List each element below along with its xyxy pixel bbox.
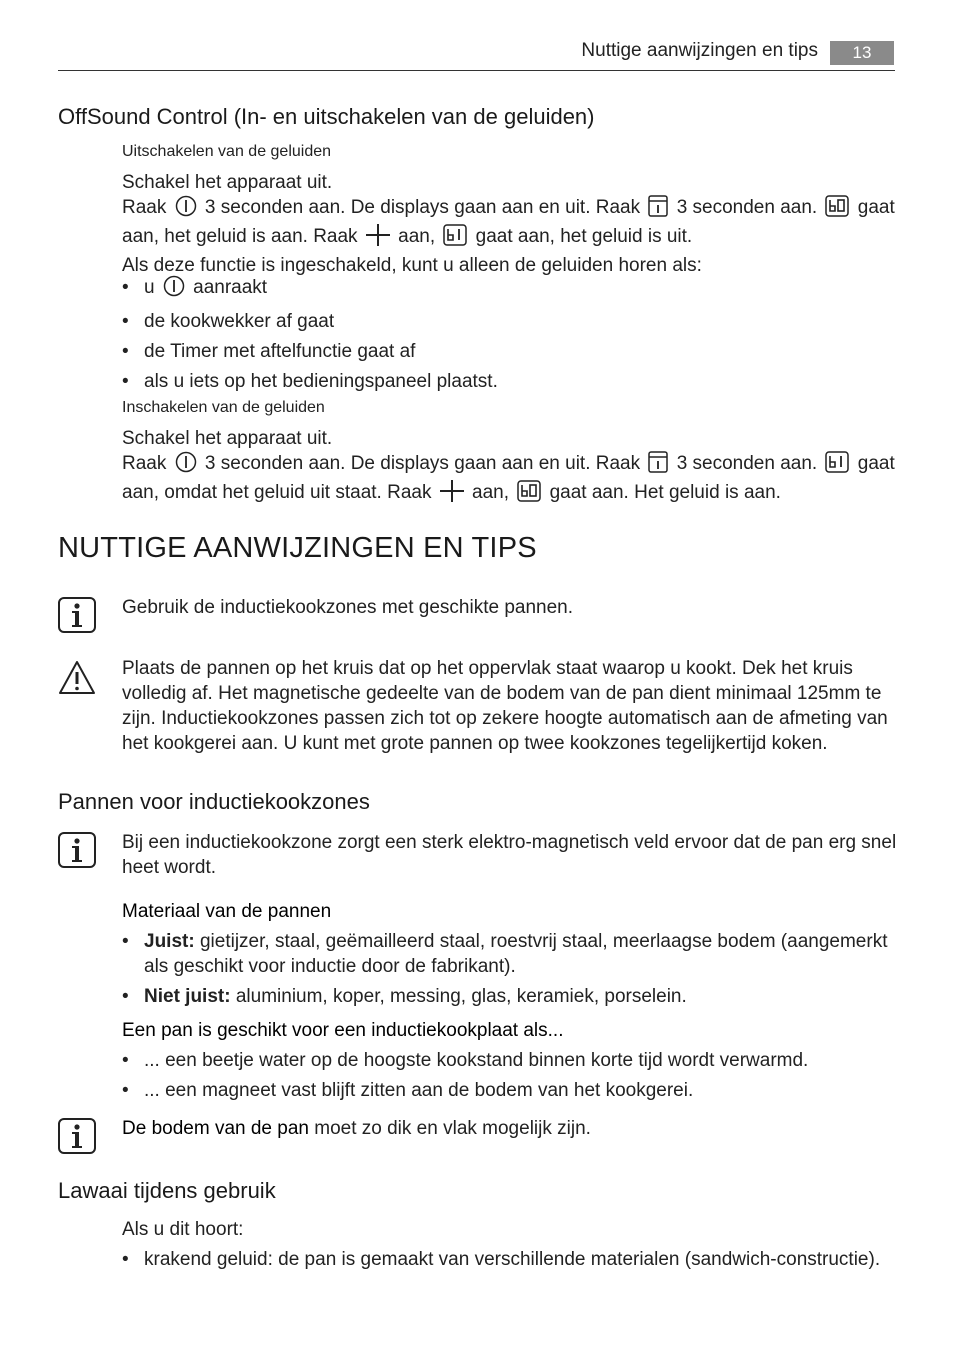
list-item: • de kookwekker af gaat xyxy=(122,309,902,334)
text-line: Als deze functie is ingeschakeld, kunt u alleen de geluiden horen als: xyxy=(122,255,702,276)
text-span: aan, xyxy=(472,482,510,503)
offsound-on-paragraph xyxy=(122,426,902,509)
noise-list xyxy=(122,1247,894,1272)
power-icon xyxy=(163,275,185,304)
text-span: Raak xyxy=(122,453,167,474)
offsound-heading: OffSound Control (In- en uitschakelen van de geluiden) xyxy=(58,104,595,129)
info-note-induction: Bij een inductiekookzone zorgt een sterk elektro-magnetisch veld ervoor dat de pan erg snel heet wordt. xyxy=(122,832,897,878)
running-header: Nuttige aanwijzingen en tips xyxy=(581,40,818,61)
text-span: aan, het geluid is aan. Raak xyxy=(122,226,358,247)
text-line: Schakel het apparaat uit. xyxy=(122,172,333,193)
display-b0-icon xyxy=(517,480,541,509)
text-span: aanraakt xyxy=(193,277,268,298)
text-span: gaat aan. Het geluid is aan. xyxy=(549,482,781,503)
wrong-text: aluminium, koper, messing, glas, keramiek, porselein. xyxy=(235,986,687,1007)
offsound-off-subheading: Uitschakelen van de geluiden xyxy=(122,143,332,160)
noise-intro: Als u dit hoort: xyxy=(122,1219,244,1240)
sound-conditions-list xyxy=(122,275,902,394)
text-span: 3 seconden aan. De displays gaan aan en uit. Raak xyxy=(204,453,641,474)
wrong-label: Niet juist: xyxy=(144,986,231,1007)
text-line: Schakel het apparaat uit. xyxy=(122,428,333,449)
bottom-text: moet zo dik en vlak mogelijk zijn. xyxy=(314,1118,591,1139)
info-note-pans: Gebruik de inductiekookzones met geschikte pannen. xyxy=(122,597,573,618)
page-number: 13 xyxy=(830,41,894,65)
noise-heading: Lawaai tijdens gebruik xyxy=(58,1178,276,1203)
list-item: • ... een beetje water op de hoogste kookstand binnen korte tijd wordt verwarmd. xyxy=(122,1048,894,1073)
list-item: • als u iets op het bedieningspaneel plaatst. xyxy=(122,369,902,394)
list-item: • ... een magneet vast blijft zitten aan de bodem van het kookgerei. xyxy=(122,1078,894,1103)
text-span: 3 seconden aan. xyxy=(676,453,818,474)
list-item: • de Timer met aftelfunctie gaat af xyxy=(122,339,902,364)
text-span: Raak xyxy=(122,197,167,218)
correct-label: Juist: xyxy=(144,931,195,952)
info-icon xyxy=(58,597,96,633)
material-label: Materiaal van de pannen xyxy=(122,901,332,922)
text-span: aan, omdat het geluid uit staat. Raak xyxy=(122,482,432,503)
plus-icon xyxy=(366,224,390,253)
display-b0-icon xyxy=(825,195,849,224)
text-span: u xyxy=(144,277,155,298)
list-item: • krakend geluid: de pan is gemaakt van verschillende materialen (sandwich-constructie). xyxy=(122,1247,894,1272)
info-icon xyxy=(58,832,96,868)
text-span: 3 seconden aan. De displays gaan aan en uit. Raak xyxy=(204,197,641,218)
lock-icon xyxy=(648,451,668,480)
text-span: gaat xyxy=(857,197,895,218)
list-item xyxy=(122,275,902,304)
lock-icon xyxy=(648,195,668,224)
text-span: gaat xyxy=(857,453,895,474)
power-icon xyxy=(175,451,197,480)
correct-text: gietijzer, staal, geëmailleerd staal, roestvrij staal, meerlaagse bodem (aangemerkt als geschikt voor inductie door de fabrikant). xyxy=(144,931,888,977)
text-span: 3 seconden aan. xyxy=(676,197,818,218)
material-list xyxy=(122,929,894,1009)
info-note-bottom xyxy=(122,1116,894,1141)
warning-icon xyxy=(58,660,96,696)
suitable-list xyxy=(122,1048,894,1103)
section-heading-tips: NUTTIGE AANWIJZINGEN EN TIPS xyxy=(58,532,537,564)
bottom-label: De bodem van de pan xyxy=(122,1118,309,1139)
info-icon xyxy=(58,1118,96,1154)
power-icon xyxy=(175,195,197,224)
header-rule xyxy=(58,70,895,71)
text-span: gaat aan, het geluid is uit. xyxy=(475,226,693,247)
plus-icon xyxy=(440,480,464,509)
offsound-off-paragraph xyxy=(122,170,902,278)
warning-note-cross: Plaats de pannen op het kruis dat op het oppervlak staat waarop u kookt. Dek het kruis volledig af. Het magnetische gedeelte van de bodem van de pan dient minimaal 125mm te zijn. Inductiekookzones passen zich tot op zekere hoogte automatisch aan de afmeting van het kookgerei aan. U kunt met grote pannen op twee kookzones tegelijkertijd koken. xyxy=(122,658,888,754)
text-span: aan, xyxy=(398,226,436,247)
display-b1-icon xyxy=(443,224,467,253)
pans-heading: Pannen voor inductiekookzones xyxy=(58,789,370,814)
display-b1-icon xyxy=(825,451,849,480)
suitable-label: Een pan is geschikt voor een inductiekookplaat als... xyxy=(122,1020,564,1041)
list-item xyxy=(122,984,894,1009)
offsound-on-subheading: Inschakelen van de geluiden xyxy=(122,399,325,416)
list-item xyxy=(122,929,894,979)
